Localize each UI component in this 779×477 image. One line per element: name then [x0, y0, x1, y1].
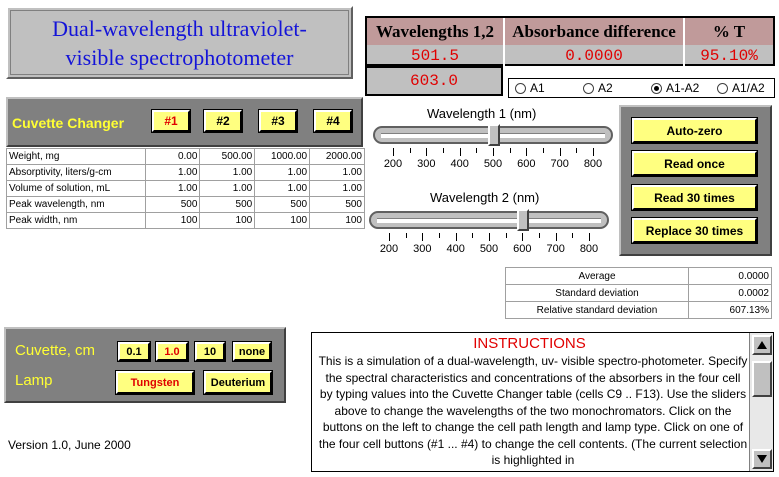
lamp-label: Lamp: [15, 372, 53, 389]
table-cell[interactable]: 100: [145, 213, 200, 229]
slider-tick: [576, 148, 577, 153]
statistics-table: [505, 267, 772, 319]
slider-tick-label: 300: [413, 243, 432, 255]
cuvette-label: Cuvette, cm: [15, 342, 96, 359]
table-cell[interactable]: 0.00: [145, 149, 200, 165]
instructions-text: This is a simulation of a dual-wavelength, uv- visible spectro-photometer. Specify the spectral characteristics and concentrations of the absorbers in the four cell by typing values into the Cuvette Changer table (cells C9 .. F13). Use the sliders above to change the wavelengths of the two monochromators. Click on the buttons on the left to change the cell path length and lamp type. Click on one of the four cell buttons (#1 ... #4) to change the cell contents. (The current selection is highlighted in: [318, 354, 748, 467]
stat-label: Relative standard deviation: [506, 302, 689, 319]
table-cell[interactable]: 1.00: [145, 165, 200, 181]
slider-tick: [426, 148, 427, 156]
slider-tick: [593, 148, 594, 156]
table-cell[interactable]: 500.00: [200, 149, 255, 165]
row-label: Volume of solution, mL: [7, 181, 146, 197]
slider-tick-label: 800: [579, 243, 599, 255]
slider-tick: [476, 148, 477, 153]
table-cell[interactable]: 500: [145, 197, 200, 213]
slider-tick: [510, 148, 511, 153]
slider-tick: [556, 233, 557, 241]
cuvette-1.0-button[interactable]: 1.0: [156, 342, 188, 361]
cuvette-changer-label: Cuvette Changer: [12, 115, 125, 131]
slider-tick: [572, 233, 573, 238]
table-cell[interactable]: 1.00: [255, 165, 310, 181]
radio-a1[interactable]: [515, 81, 575, 95]
table-cell[interactable]: 1.00: [310, 181, 365, 197]
slider-track[interactable]: [369, 211, 609, 229]
table-row: [506, 268, 772, 285]
slider-tick: [393, 148, 394, 156]
auto-zero-button[interactable]: Auto-zero: [632, 118, 757, 143]
header-absorbance-difference: Absorbance difference: [505, 18, 685, 45]
slider-tick-label: 400: [446, 243, 465, 255]
slider-tick-label: 200: [383, 158, 403, 170]
replace-30-times-button[interactable]: Replace 30 times: [632, 218, 757, 243]
slider-tick: [560, 148, 561, 156]
radio-circle-icon: [583, 83, 594, 94]
radio-circle-icon: [515, 83, 526, 94]
radio-a1-minus-a2[interactable]: [651, 81, 715, 95]
slider-tick: [539, 233, 540, 238]
table-row: [506, 302, 772, 319]
table-cell[interactable]: 1.00: [200, 181, 255, 197]
table-row: [7, 213, 365, 229]
radio-a2[interactable]: [583, 81, 643, 95]
scroll-thumb[interactable]: [752, 361, 772, 397]
table-row: [7, 149, 365, 165]
slider-tick-label: 700: [546, 243, 565, 255]
table-row: [7, 197, 365, 213]
slider-tick-label: 500: [479, 243, 499, 255]
slider-tick: [422, 233, 423, 241]
slider-tick-label: 600: [517, 158, 536, 170]
slider-tick: [493, 148, 494, 156]
table-cell[interactable]: 2000.00: [310, 149, 365, 165]
table-cell[interactable]: 500: [310, 197, 365, 213]
slider-thumb[interactable]: [517, 209, 529, 231]
stat-label: Standard deviation: [506, 285, 689, 302]
table-row: [506, 285, 772, 302]
scroll-up-icon[interactable]: [752, 335, 772, 355]
stat-value: 0.0000: [689, 268, 772, 285]
slider-tick: [589, 233, 590, 241]
slider-tick: [389, 233, 390, 241]
table-cell[interactable]: 500: [200, 197, 255, 213]
table-cell[interactable]: 1.00: [310, 165, 365, 181]
title-panel: [6, 6, 353, 79]
slider-1-title: Wavelength 1 (nm): [427, 106, 537, 121]
radio-label: A1/A2: [732, 81, 765, 95]
slider-tick-label: 200: [379, 243, 399, 255]
table-cell[interactable]: 1.00: [145, 181, 200, 197]
cell-button-2[interactable]: #2: [204, 110, 242, 132]
stat-value: 0.0002: [689, 285, 772, 302]
slider-tick: [489, 233, 490, 241]
table-cell[interactable]: 100: [200, 213, 255, 229]
version-text: Version 1.0, June 2000: [8, 438, 131, 452]
cuvette-none-button[interactable]: none: [233, 342, 271, 361]
cell-button-1[interactable]: #1: [152, 110, 190, 132]
slider-tick-label: 300: [417, 158, 436, 170]
slider-tick: [410, 148, 411, 153]
tungsten-lamp-button[interactable]: Tungsten: [116, 371, 194, 394]
wavelength-2-slider[interactable]: [369, 209, 609, 269]
stat-label: Average: [506, 268, 689, 285]
table-cell[interactable]: 100: [310, 213, 365, 229]
scroll-down-icon[interactable]: [752, 449, 772, 469]
radio-label: A2: [598, 81, 613, 95]
display-mode-group: [508, 78, 775, 98]
cuvette-10-button[interactable]: 10: [195, 342, 225, 361]
wavelength-2-value: 603.0: [365, 66, 503, 96]
table-cell[interactable]: 1000.00: [255, 149, 310, 165]
header-percent-t: % T: [685, 18, 773, 45]
slider-tick: [526, 148, 527, 156]
slider-tick-label: 500: [483, 158, 503, 170]
cuvette-0.1-button[interactable]: 0.1: [118, 342, 150, 361]
slider-tick-label: 600: [513, 243, 532, 255]
readout-table: [365, 16, 775, 66]
slider-2-title: Wavelength 2 (nm): [430, 190, 540, 205]
radio-selected-icon: [651, 83, 662, 94]
header-wavelengths: Wavelengths 1,2: [367, 18, 505, 45]
radio-circle-icon: [717, 83, 728, 94]
slider-tick: [460, 148, 461, 156]
wavelength-1-slider[interactable]: [373, 124, 613, 184]
slider-tick: [443, 148, 444, 153]
absorbance-difference-value: 0.0000: [505, 45, 685, 66]
instructions-box: [311, 332, 774, 472]
row-label: Weight, mg: [7, 149, 146, 165]
table-row: [7, 181, 365, 197]
title-line-1: Dual-wavelength ultraviolet-: [52, 15, 307, 41]
slider-thumb[interactable]: [488, 124, 500, 146]
slider-tick: [522, 233, 523, 241]
slider-tick: [439, 233, 440, 238]
deuterium-lamp-button[interactable]: Deuterium: [204, 371, 272, 394]
radio-label: A1-A2: [666, 81, 700, 95]
read-once-button[interactable]: Read once: [632, 151, 757, 176]
stat-value: 607.13%: [689, 302, 772, 319]
table-cell[interactable]: 500: [255, 197, 310, 213]
radio-label: A1: [530, 81, 545, 95]
cell-button-4[interactable]: #4: [314, 110, 352, 132]
title-line-2: visible spectrophotometer: [65, 44, 294, 70]
row-label: Peak width, nm: [7, 213, 146, 229]
table-cell[interactable]: 100: [255, 213, 310, 229]
slider-tick: [406, 233, 407, 238]
slider-tick: [472, 233, 473, 238]
slider-tick-label: 700: [550, 158, 569, 170]
slider-tick: [506, 233, 507, 238]
radio-a1-over-a2[interactable]: [717, 81, 765, 95]
percent-t-value: 95.10%: [700, 46, 758, 65]
row-label: Peak wavelength, nm: [7, 197, 146, 213]
instructions-title: INSTRUCTIONS: [473, 335, 586, 352]
cell-button-3[interactable]: #3: [259, 110, 297, 132]
read-30-times-button[interactable]: Read 30 times: [632, 185, 757, 210]
slider-tick-label: 800: [583, 158, 603, 170]
table-cell[interactable]: 1.00: [255, 181, 310, 197]
table-row: [7, 165, 365, 181]
table-cell[interactable]: 1.00: [200, 165, 255, 181]
wavelength-1-value: 501.5: [367, 45, 505, 66]
cuvette-table: [6, 148, 365, 229]
slider-tick: [543, 148, 544, 153]
slider-tick: [456, 233, 457, 241]
row-label: Absorptivity, liters/g-cm: [7, 165, 146, 181]
slider-tick-label: 400: [450, 158, 469, 170]
instructions-scrollbar[interactable]: [749, 333, 773, 471]
